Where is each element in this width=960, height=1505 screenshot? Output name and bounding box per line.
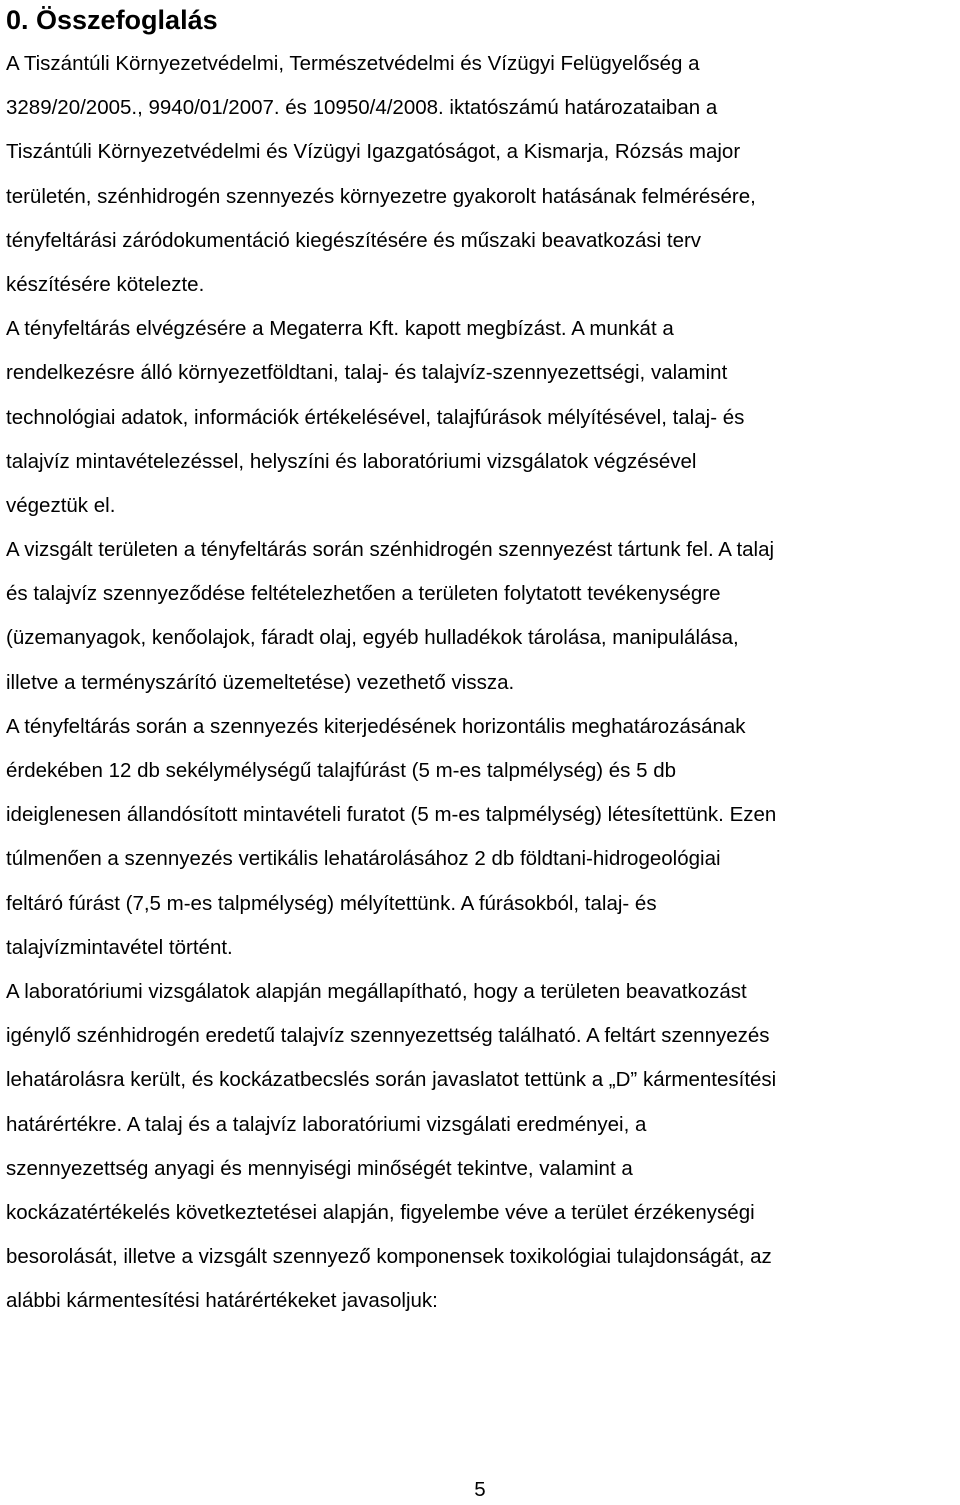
text-line: 3289/20/2005., 9940/01/2007. és 10950/4/2008. iktatószámú határozataiban a	[6, 96, 718, 120]
paragraph-assignment	[6, 307, 958, 528]
text-line: talajvízmintavétel történt.	[6, 935, 233, 959]
text-line: feltáró fúrást (7,5 m-es talpmélység) mélyítettünk. A fúrásokból, talaj- és	[6, 891, 657, 915]
paragraph-findings	[6, 528, 958, 705]
text-line: besorolását, illetve a vizsgált szennyező komponensek toxikológiai tulajdonságát, az	[6, 1245, 772, 1269]
text-line: technológiai adatok, információk értékelésével, talajfúrások mélyítésével, talaj- és	[6, 405, 745, 429]
text-line: kockázatértékelés következtetései alapján, figyelembe véve a terület érzékenységi	[6, 1200, 755, 1224]
text-line: A vizsgált területen a tényfeltárás során szénhidrogén szennyezést tártunk fel. A talaj	[6, 538, 775, 562]
text-line: ideiglenesen állandósított mintavételi furatot (5 m-es talpmélység) létesítettünk. Ezen	[6, 803, 777, 827]
section-heading: 0. Összefoglalás	[6, 5, 218, 35]
text-line: A tényfeltárás elvégzésére a Megaterra Kft. kapott megbízást. A munkát a	[6, 317, 674, 341]
paragraph-drilling	[6, 705, 958, 970]
text-line: A Tiszántúli Környezetvédelmi, Természetvédelmi és Vízügyi Felügyelőség a	[6, 52, 700, 75]
text-line: tényfeltárási záródokumentáció kiegészítésére és műszaki beavatkozási terv	[6, 228, 702, 252]
text-line: területén, szénhidrogén szennyezés környezetre gyakorolt hatásának felmérésére,	[6, 184, 756, 208]
text-line: és talajvíz szennyeződése feltételezhetően a területen folytatott tevékenységre	[6, 582, 721, 606]
text-line: (üzemanyagok, kenőolajok, fáradt olaj, egyéb hulladékok tárolása, manipulálása,	[6, 626, 739, 650]
text-line: lehatárolásra került, és kockázatbecslés során javaslatot tettünk a „D” kármentesítési	[6, 1068, 777, 1092]
text-line: szennyezettség anyagi és mennyiségi minőségét tekintve, valamint a	[6, 1156, 633, 1180]
text-line: készítésére kötelezte.	[6, 272, 205, 296]
text-line: illetve a terményszárító üzemeltetése) vezethető vissza.	[6, 670, 515, 694]
paragraph-conclusions	[6, 970, 958, 1324]
page-number: 5	[474, 1478, 486, 1501]
text-line: alábbi kármentesítési határértékeket javasoljuk:	[6, 1289, 438, 1313]
text-line: A tényfeltárás során a szennyezés kiterjedésének horizontális meghatározásának	[6, 714, 746, 738]
text-line: A laboratóriumi vizsgálatok alapján megállapítható, hogy a területen beavatkozást	[6, 979, 747, 1003]
text-line: érdekében 12 db sekélymélységű talajfúrást (5 m-es talpmélység) és 5 db	[6, 759, 677, 782]
text-line: végeztük el.	[6, 493, 116, 517]
text-line: rendelkezésre álló környezetföldtani, talaj- és talajvíz-szennyezettségi, valamint	[6, 361, 728, 385]
text-line: talajvíz mintavételezéssel, helyszíni és laboratóriumi vizsgálatok végzésével	[6, 449, 697, 473]
paragraph-mandate	[6, 42, 958, 307]
text-line: határértékre. A talaj és a talajvíz laboratóriumi vizsgálati eredményei, a	[6, 1112, 647, 1136]
text-line: túlmenően a szennyezés vertikális lehatárolásához 2 db földtani-hidrogeológiai	[6, 847, 721, 871]
text-line: Tiszántúli Környezetvédelmi és Vízügyi Igazgatóságot, a Kismarja, Rózsás major	[6, 140, 741, 164]
document-page	[6, 0, 958, 1323]
text-line: igénylő szénhidrogén eredetű talajvíz szennyezettség található. A feltárt szennyezés	[6, 1024, 770, 1048]
